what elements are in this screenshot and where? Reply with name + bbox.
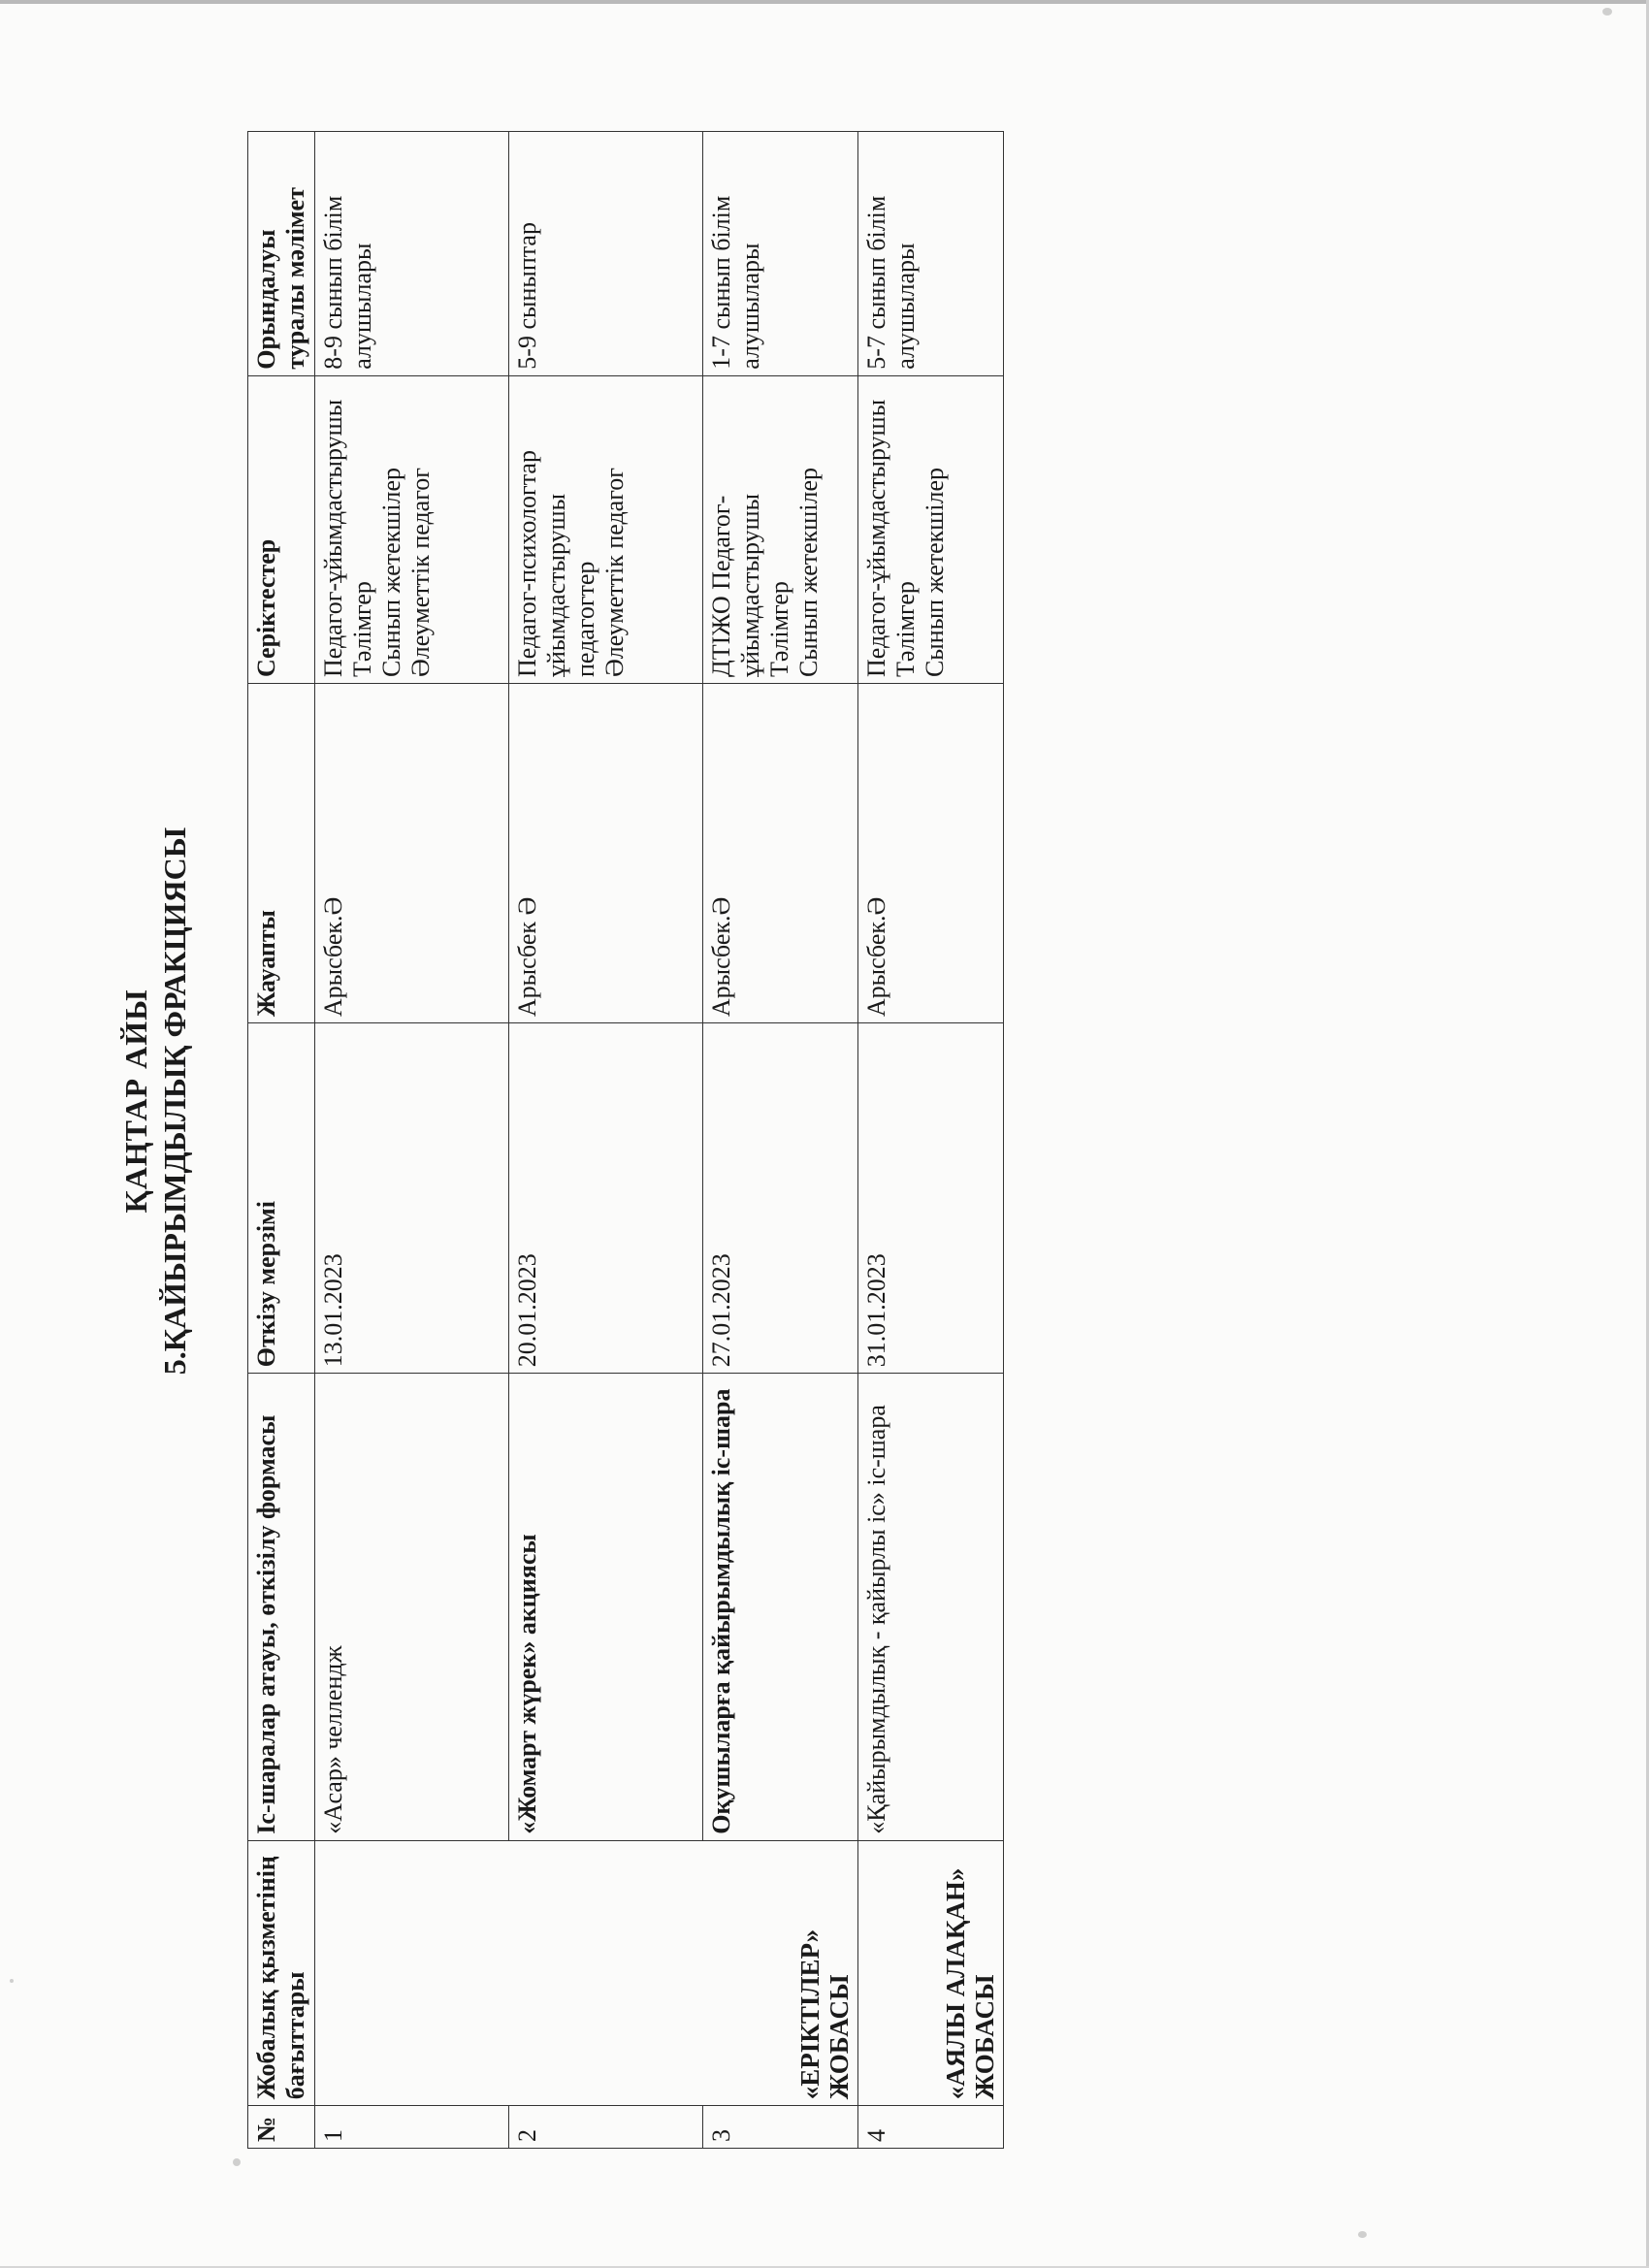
- header-num: №: [248, 2106, 315, 2149]
- row-responsible: Арысбек.Ә: [858, 684, 1004, 1023]
- direction-cell-caring-palm: «АЯЛЫ АЛАҚАН» ЖОБАСЫ: [858, 1840, 1004, 2106]
- table-row: [858, 132, 1004, 2149]
- row-num: 4: [858, 2106, 1004, 2149]
- header-partners: Серіктестер: [248, 375, 315, 683]
- row-result: 5-9 сыныптар: [509, 132, 703, 376]
- row-partners: [315, 375, 509, 683]
- partner-line: ұйымдастырушы педагогтер: [542, 493, 599, 678]
- row-partners: [703, 375, 858, 683]
- table-row: [315, 132, 509, 2149]
- scan-speck: [1602, 8, 1612, 16]
- partner-line: Педагог-ұйымдастырушы: [319, 399, 347, 678]
- row-result: 5-7 сынып білім алушылары: [858, 132, 1004, 376]
- header-result: Орындалуы туралы мәлімет: [248, 132, 315, 376]
- row-date: 13.01.2023: [315, 1023, 509, 1374]
- partner-line: Сынып жетекшілер: [377, 467, 405, 678]
- row-date: 27.01.2023: [703, 1023, 858, 1374]
- table-header-row: [248, 132, 315, 2149]
- row-event: «Асар» челлендж: [315, 1374, 509, 1840]
- row-responsible: Арысбек Ә: [509, 684, 703, 1023]
- direction-cell-volunteers: «ЕРІКТІЛЕР» ЖОБАСЫ: [315, 1840, 858, 2106]
- row-responsible: Арысбек.Ә: [315, 684, 509, 1023]
- row-result: 8-9 сынып білім алушылары: [315, 132, 509, 376]
- partner-line: Тәлімгер: [348, 581, 376, 678]
- row-partners: [858, 375, 1004, 683]
- scan-speck: [10, 1979, 14, 1983]
- row-num: 1: [315, 2106, 509, 2149]
- row-event: Оқушыларға қайырымдылық іс-шара: [703, 1374, 858, 1840]
- plan-table: [247, 131, 1004, 2149]
- row-event: «Қайырымдылық - қайырлы іс» іс-шара: [858, 1374, 1004, 1840]
- partner-line: Тәлімгер: [891, 581, 920, 678]
- partner-line: Сынып жетекшілер: [921, 467, 949, 678]
- row-num: 2: [509, 2106, 703, 2149]
- header-event: Іс-шаралар атауы, өткізілу формасы: [248, 1374, 315, 1840]
- page-title-month: ҚАҢТАР АЙЫ: [118, 988, 153, 1214]
- page-title-section: 5.ҚАЙЫРЫМДЫЛЫҚ ФРАКЦИЯСЫ: [157, 826, 192, 1376]
- partner-line: Әлеуметтік педагог: [600, 468, 629, 678]
- row-partners: [509, 375, 703, 683]
- header-direction: Жобалық қызметінің бағыттары: [248, 1840, 315, 2106]
- partner-line: Сынып жетекшілер: [794, 467, 823, 678]
- row-event: «Жомарт жүрек» акциясы: [509, 1374, 703, 1840]
- row-result: 1-7 сынып білім алушылары: [703, 132, 858, 376]
- row-num: 3: [703, 2106, 858, 2149]
- partner-line: Тәлімгер: [765, 581, 793, 678]
- header-responsible: Жауапты: [248, 684, 315, 1023]
- row-date: 20.01.2023: [509, 1023, 703, 1374]
- rotated-page-content: [107, 34, 1096, 2168]
- partner-line: Педагог-психологтар: [513, 450, 541, 678]
- header-date: Өткізу мерзімі: [248, 1023, 315, 1374]
- scan-speck: [1358, 2231, 1367, 2238]
- document-titles: [107, 34, 242, 2168]
- partner-line: Әлеуметтік педагог: [406, 468, 435, 678]
- row-responsible: Арысбек.Ә: [703, 684, 858, 1023]
- partner-line: Педагог-ұйымдастырушы: [862, 399, 890, 678]
- scan-edge-top: [0, 0, 1649, 4]
- partner-line: ДТІЖО Педагог-ұйымдастырушы: [707, 493, 764, 678]
- row-date: 31.01.2023: [858, 1023, 1004, 1374]
